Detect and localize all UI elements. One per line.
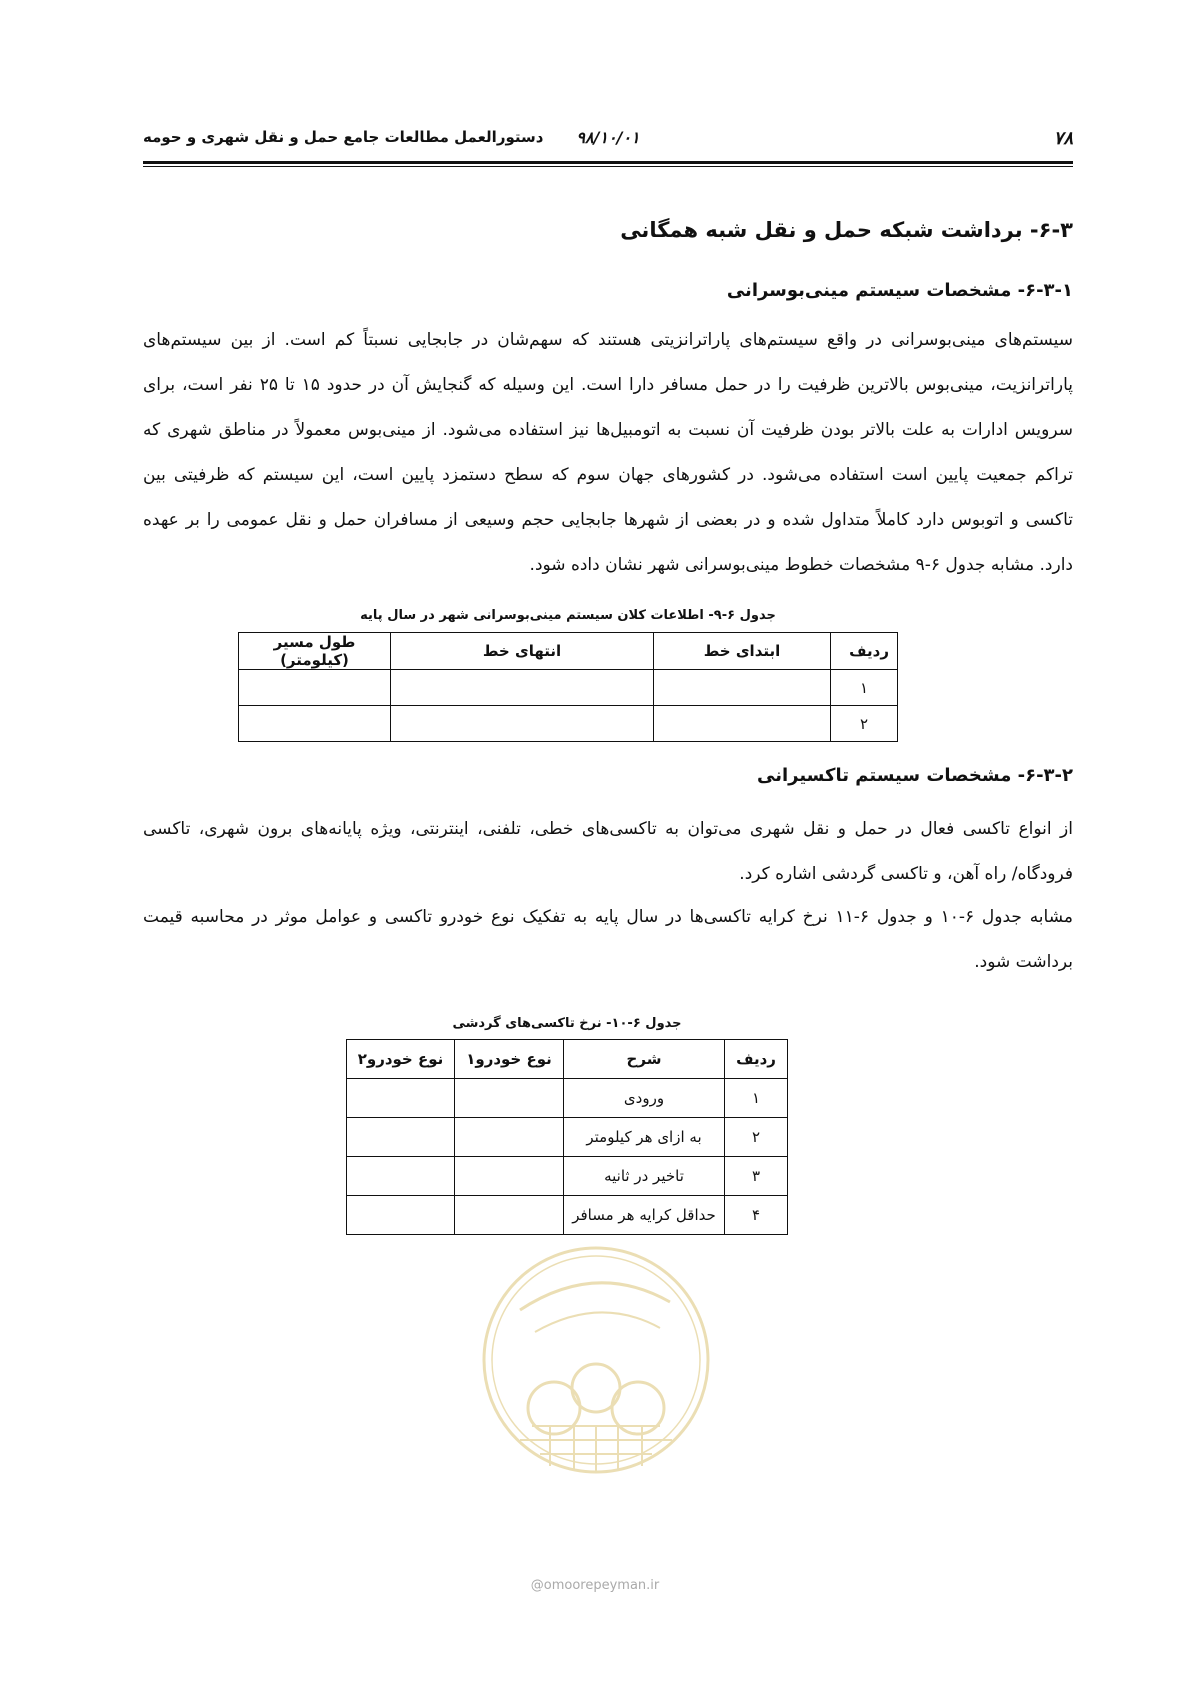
taxi-paragraph-1: از انواع تاکسی فعال در حمل و نقل شهری می‌توان به تاکسی‌های خطی، تلفنی، اینترنتی، ویژه پایانه‌های برون شهری، تاکسی فرودگاه/ راه آهن، و تاکسی گردشی اشاره کرد. (143, 819, 1073, 884)
table-row (239, 670, 898, 706)
section-title: ۶-۳- برداشت شبکه حمل و نقل شبه همگانی (620, 218, 1073, 242)
column-header-description: شرح (564, 1040, 725, 1079)
cell-row-number: ۲ (725, 1118, 788, 1157)
header-rule (143, 161, 1073, 167)
table-row (347, 1157, 788, 1196)
minibus-lines-table (238, 632, 898, 742)
table-header-row (347, 1040, 788, 1079)
column-header-row-number: ردیف (831, 633, 898, 670)
cell-vehicle-type-2 (347, 1079, 455, 1118)
cell-vehicle-type-2 (347, 1196, 455, 1235)
page-number: ۷۸ (1053, 128, 1073, 149)
subsection-taxi-title: ۶-۳-۲- مشخصات سیستم تاکسیرانی (756, 765, 1073, 786)
taxi-fare-table (346, 1039, 788, 1235)
table1-caption: جدول ۶-۹- اطلاعات کلان سیستم مینی‌بوسرانی شهر در سال پایه (360, 608, 776, 623)
table-row (239, 706, 898, 742)
column-header-line-start: ابتدای خط (654, 633, 831, 670)
table2-caption: جدول ۶-۱۰- نرخ تاکسی‌های گردشی (452, 1016, 682, 1031)
cell-vehicle-type-1 (455, 1079, 564, 1118)
cell-description: ورودی (564, 1079, 725, 1118)
table-header-row (239, 633, 898, 670)
watermark-url: @omoorepeyman.ir (530, 1578, 660, 1593)
cell-description: حداقل کرایه هر مسافر (564, 1196, 725, 1235)
table-row (347, 1196, 788, 1235)
page-header (143, 128, 1073, 150)
minibus-paragraph: سیستم‌های مینی‌بوسرانی در واقع سیستم‌های پاراترانزیتی هستند که سهم‌شان در جابجایی نسبتاً کم است. از بین سیستم‌های پاراترانزیت، مینی‌بوس بالاترین ظرفیت را در حمل مسافر دارا است. این وسیله که گنجایش آن در حدود ۱۵ تا ۲۵ نفر است، برای سرویس ادارات به علت بالاتر بودن ظرفیت آن نسبت به اتومبیل‌ها نیز استفاده می‌شود. از مینی‌بوس معمولاً در مناطق شهری که تراکم جمعیت پایین است استفاده می‌شود. در کشورهای جهان سوم که سطح دستمزد پایین است، این سیستم که ظرفیتی بین تاکسی و اتوبوس دارد کاملاً متداول شده و در بعضی از شهرها جابجایی حجم وسیعی از مسافران حمل و نقل عمومی را بر عهده دارد. مشابه جدول ۶-۹ مشخصات خطوط مینی‌بوسرانی شهر نشان داده شود. (143, 330, 1073, 575)
cell-route-length (239, 706, 391, 742)
cell-line-end (391, 670, 654, 706)
cell-line-end (391, 706, 654, 742)
cell-row-number: ۱ (831, 670, 898, 706)
taxi-paragraph-2: مشابه جدول ۶-۱۰ و جدول ۶-۱۱ نرخ کرایه تاکسی‌ها در سال پایه به تفکیک نوع خودرو تاکسی و عوامل موثر در محاسبه قیمت برداشت شود. (143, 907, 1073, 972)
cell-route-length (239, 670, 391, 706)
cell-vehicle-type-1 (455, 1118, 564, 1157)
cell-vehicle-type-2 (347, 1157, 455, 1196)
column-header-route-length: طول مسیر (کیلومتر) (239, 633, 391, 670)
column-header-line-end: انتهای خط (391, 633, 654, 670)
cell-line-start (654, 706, 831, 742)
cell-row-number: ۲ (831, 706, 898, 742)
cell-row-number: ۱ (725, 1079, 788, 1118)
column-header-vehicle-type-1: نوع خودرو۱ (455, 1040, 564, 1079)
subsection-minibus-title: ۶-۳-۱- مشخصات سیستم مینی‌بوسرانی (726, 280, 1073, 301)
header-date: ۹۸/۱۰/۰۱ (576, 128, 640, 147)
cell-line-start (654, 670, 831, 706)
cell-description: به ازای هر کیلومتر (564, 1118, 725, 1157)
column-header-vehicle-type-2: نوع خودرو۲ (347, 1040, 455, 1079)
cell-vehicle-type-1 (455, 1157, 564, 1196)
watermark-logo (480, 1240, 712, 1480)
column-header-row-number: ردیف (725, 1040, 788, 1079)
cell-vehicle-type-2 (347, 1118, 455, 1157)
cell-vehicle-type-1 (455, 1196, 564, 1235)
watermark-logo-graphic (480, 1240, 712, 1480)
header-title: دستورالعمل مطالعات جامع حمل و نقل شهری و حومه (143, 128, 544, 146)
cell-row-number: ۳ (725, 1157, 788, 1196)
cell-description: تاخیر در ثانیه (564, 1157, 725, 1196)
table-row (347, 1079, 788, 1118)
cell-row-number: ۴ (725, 1196, 788, 1235)
table-row (347, 1118, 788, 1157)
